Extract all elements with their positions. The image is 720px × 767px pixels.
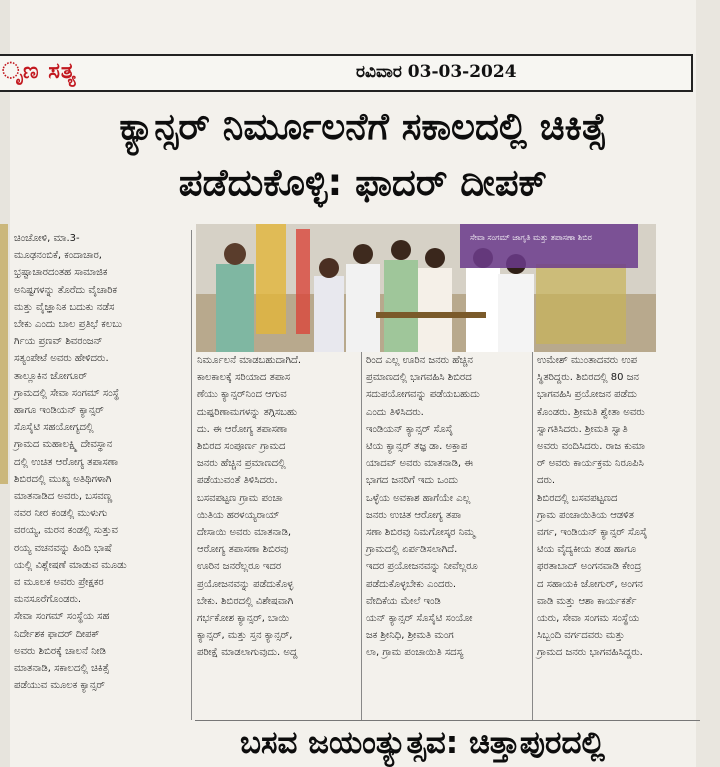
next-article-headline: ಬಸವ ಜಯಂತ್ಯುತ್ಸವ: ಚಿತ್ತಾಪುರದಲ್ಲಿ <box>240 725 605 761</box>
column-rule <box>361 352 362 720</box>
event-banner-text: ಸೇವಾ ಸಂಗಮ್ ಜಾಗೃತಿ ಮತ್ತು ತಪಾಸಣಾ ಶಿಬಿರ <box>470 233 592 242</box>
article-column-3: ರಿಂದ ಎಲ್ಲ ಊರಿನ ಜನರು ಹೆಚ್ಚಿನ ಪ್ರಮಾಣದಲ್ಲಿ ಭಾಗವಹಿಸಿ ಶಿಬಿರದ ಸದುಪಯೋಗವನ್ನು ಪಡೆಯಬಹುದು ಎಂದು ತಿಳಿಸಿದರು. ಇಂಡಿಯನ್ ಕ್ಯಾನ್ಸರ್ ಸೊಸೈ ಟಿಯ ಕ್ಯಾನ್ಸರ್ ತಜ್ಞ ಡಾ. ಅಕ್ತಾಪ ಯಾದವ್ ಅವರು ಮಾತನಾಡಿ, ಈ ಭಾಗದ ಜನರಿಗೆ ಇದು ಒಂದು ಒಳ್ಳೆಯ ಅವಕಾಶ ಹಾಗೆಯೇ ಎಲ್ಲ ಜನರು ಉಚಿತ ಆರೋಗ್ಯ ತಪಾ ಸಣಾ ಶಿಬಿರವು ನಿಮಗೋಸ್ಕರ ನಿಮ್ಮ ಗ್ರಾಮದಲ್ಲಿ ಏರ್ಪಡಿಸಲಾಗಿದೆ. ಇದರ ಪ್ರಯೋಜನವನ್ನು ನೀವೆಲ್ಲರೂ ಪಡೆದುಕೊಳ್ಳಬೇಕು ಎಂದರು. ವೇದಿಕೆಯ ಮೇಲೆ ಇಂಡಿ ಯನ್ ಕ್ಯಾನ್ಸರ್ ಸೊಸೈಟಿ ಸಂಯೋ ಜಕ ಶ್ರೀನಿಧಿ, ಶ್ರೀಮತಿ ಮಂಗ ಲಾ, ಗ್ರಾಮ ಪಂಚಾಯಿತಿ ಸದಸ್ಯ <box>366 355 480 659</box>
issue-date: ರವಿವಾರ 03-03-2024 <box>356 62 517 82</box>
left-edge-photo-fragment <box>0 224 8 484</box>
newspaper-header-bar <box>0 54 693 92</box>
article-column-4: ಉಮೇಶ್ ಮುಂತಾದವರು ಉಪ ಸ್ಥಿತರಿದ್ದರು. ಶಿಬಿರದಲ್ಲಿ 80 ಜನ ಭಾಗವಹಿಸಿ ಪ್ರಯೋಜನ ಪಡೆದು ಕೊಂಡರು. ಶ್ರೀಮತಿ ಶ್ವೇತಾ ಅವರು ಸ್ವಾಗತಿಸಿದರು. ಶ್ರೀಮತಿ ಸ್ವಾತಿ ಅವರು ವಂದಿಸಿದರು. ರಾಜ ಕುಮಾ ರ್ ಅವರು ಕಾರ್ಯಕ್ರಮ ನಿರೂಪಿಸಿ ದರು. ಶಿಬಿರದಲ್ಲಿ ಬಸವಪಟ್ಟಣದ ಗ್ರಾಮ ಪಂಚಾಯಿತಿಯ ಆಡಳಿತ ವರ್ಗ, ಇಂಡಿಯನ್ ಕ್ಯಾನ್ಸರ್ ಸೊಸೈ ಟಿಯ ವೈದ್ಯಕೀಯ ತಂಡ ಹಾಗೂ ಫರತಾಬಾದ್ ಅಂಗನವಾಡಿ ಕೇಂದ್ರ ದ ಸಹಾಯಕಿ ಜೋಗುರ್, ಅಂಗನ ವಾಡಿ ಮತ್ತು ಆಶಾ ಕಾರ್ಯಕರ್ತೆ ಯರು, ಸೇವಾ ಸಂಗಮ ಸಂಸ್ಥೆಯ ಸಿಬ್ಬಂದಿ ವರ್ಗದವರು ಮತ್ತು ಗ್ರಾಮದ ಜನರು ಭಾಗವಹಿಸಿದ್ದರು. <box>537 355 648 659</box>
headline-line-1: ಕ್ಯಾನ್ಸರ್ ನಿರ್ಮೂಲನೆಗೆ ಸಕಾಲದಲ್ಲಿ ಚಿಕಿತ್ಸೆ <box>119 105 607 148</box>
article-column-1: ಚಿಂಚೋಳಿ, ಮಾ.3- ಮೂಢನಂಬಿಕೆ, ಕಂದಾಚಾರ, ಭ್ರಷ್ಟಾಚಾರದಂತಹ ಸಾಮಾಜಿಕ ಅನಿಷ್ಟಗಳನ್ನು ತೊರೆದು ವೈಚಾರಿಕ ಮತ್ತು ವೈಜ್ಞಾನಿಕ ಬದುಕು ನಡೆಸ ಬೇಕು ಎಂದು ಬಾಲ ಪ್ರತಿಭೆ ಕಲಬು ರ್ಗಿಯ ಪ್ರಣವ್ ಶಿವರಂಜನ್ ಸತ್ಯಂಪೇಟೆ ಅವರು ಹೇಳಿದರು. ತಾಲ್ಲೂಕಿನ ಜೋಗೂರ್ ಗ್ರಾಮದಲ್ಲಿ ಸೇವಾ ಸಂಗಮ್ ಸಂಸ್ಥೆ ಹಾಗೂ ಇಂಡಿಯನ್ ಕ್ಯಾನ್ಸರ್ ಸೊಸೈಟಿ ಸಹಯೋಗ್ಯದಲ್ಲಿ ಗ್ರಾಮದ ಮಹಾಲಕ್ಷ್ಮಿ ದೇವಸ್ಥಾನ ದಲ್ಲಿ ಉಚಿತ ಆರೋಗ್ಯ ತಪಾಸಣಾ ಶಿಬಿರದಲ್ಲಿ ಮುಖ್ಯ ಅತಿಥಿಗಳಾಗಿ ಮಾತನಾಡಿದ ಅವರು, ಬಸವಣ್ಣ ನವರ ನೀರ ಕಂಡಲ್ಲಿ ಮುಳುಗು ವರಯ್ಯ, ಮರನ ಕಂಡಲ್ಲಿ ಸುತ್ತುವ ರಯ್ಯ ವಚನವನ್ನು ಹಿಂದಿ ಭಾಷೆ ಯಲ್ಲಿ ವಿಶ್ಲೇಷಣೆ ಮಾಡುವ ಮೂಡು ವ ಮೂಲಕ ಅವರು ಪ್ರೇಕ್ಷಕರ ಮನಸೂರೆಗೊಂಡರು. ಸೇವಾ ಸಂಗಮ್ ಸಂಸ್ಥೆಯ ಸಹ ನಿರ್ದೇಶಕ ಫಾದರ್ ದೀಪಕ್ ಅವರು ಶಿಬಿರಕ್ಕೆ ಚಾಲನೆ ನೀಡಿ ಮಾತನಾಡಿ, ಸಕಾಲದಲ್ಲಿ ಚಿಕಿತ್ಸೆ ಪಡೆಯುವ ಮೂಲಕ ಕ್ಯಾನ್ಸರ್ <box>14 233 127 692</box>
section-divider <box>195 720 700 721</box>
event-banner <box>460 224 638 268</box>
article-column-2: ನಿರ್ಮೂಲನೆ ಮಾಡಬಹುದಾಗಿದೆ. ಕಾಲಕಾಲಕ್ಕೆ ಸರಿಯಾದ ತಪಾಸ ಣೆಯು ಕ್ಯಾನ್ಸರ್‌ನಿಂದ ಆಗುವ ದುಷ್ಪರಿಣಾಮಗಳನ್ನು ತಗ್ಗಿಸಬಹು ದು. ಈ ಆರೋಗ್ಯ ತಪಾಸಣಾ ಶಿಬಿರದ ಸಂಪೂರ್ಣ ಗ್ರಾಮದ ಜನರು ಹೆಚ್ಚಿನ ಪ್ರಮಾಣದಲ್ಲಿ ಪಡೆಯುವಂತೆ ತಿಳಿಸಿದರು. ಬಸವಪಟ್ಟಣ ಗ್ರಾಮ ಪಂಚಾ ಯಿತಿಯ ಹರಳಯ್ಯರಾಯ್ ದೇಸಾಯಿ ಅವರು ಮಾತನಾಡಿ, ಆರೋಗ್ಯ ತಪಾಸಣಾ ಶಿಬಿರವು ಊರಿನ ಜನರೆಲ್ಲರೂ ಇದರ ಪ್ರಯೋಜನವನ್ನು ಪಡೆದುಕೊಳ್ಳ ಬೇಕು. ಶಿಬಿರದಲ್ಲಿ ವಿಶೇಷವಾಗಿ ಗರ್ಭಕೋಶ ಕ್ಯಾನ್ಸರ್, ಬಾಯಿ ಕ್ಯಾನ್ಸರ್, ಮತ್ತು ಸ್ತನ ಕ್ಯಾನ್ಸರ್, ಪರೀಕ್ಷೆ ಮಾಡಲಾಗುವುದು. ಅದ್ದ <box>197 355 302 659</box>
column-rule <box>191 230 192 720</box>
column-rule <box>532 352 533 720</box>
headline-line-2: ಪಡೆದುಕೊಳ್ಳಿ: ಫಾದರ್ ದೀಪಕ್ <box>178 161 548 204</box>
masthead: ೃಣ ಸತ್ಯ <box>2 58 77 84</box>
